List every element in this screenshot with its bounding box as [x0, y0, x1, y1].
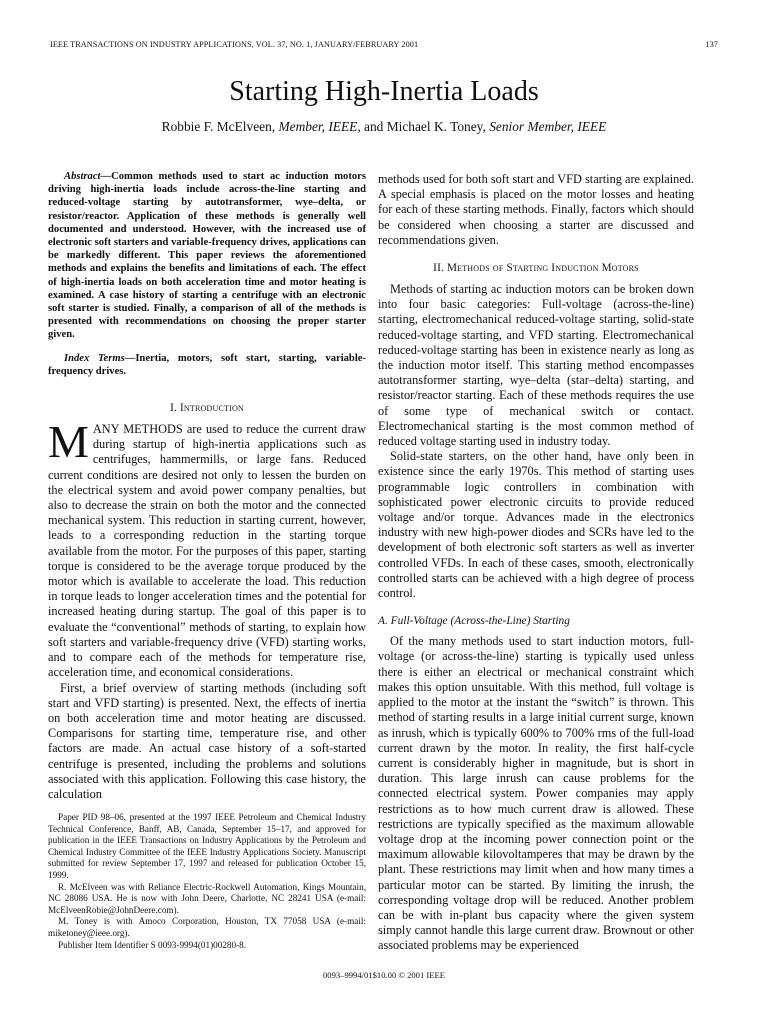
intro-paragraph-2: First, a brief overview of starting methods (including soft start and VFD starting) is presented. Next, the effects of inertia on both acceleration time and motor heating are discussed. Comparisons for starting time, temperature rise, and other factors are made. An actual case history of a soft-started centrifuge is presented, including the problems and solutions associated with this application. Following this case history, the calculation: [48, 680, 366, 801]
abstract-text: —Common methods used to start ac induction motors driving high-inertia loads include across-the-line starting and reduced-voltage starting by autotransformer, wye–delta, or resistor/reactor. Application of these methods is generally well documented and understood. However, with the increased use of electronic soft starters and variable-frequency drives, applications can be markedly different. This paper reviews the aforementioned methods and explains the benefits and limitations of each. The effect of high-inertia loads on both acceleration time and motor heating is examined. A case history of starting a centrifuge with an electronic soft starter is studied. Finally, a comparison of all of the methods is presented with recommendations on choosing the proper starter given.: [48, 171, 366, 341]
right-paragraph-0: methods used for both soft start and VFD starting are explained. A special emphasis is placed on the motor losses and heating for each of these starting methods. Finally, factors which should be considered when choosing a starter are discussed and recommendations given.: [378, 172, 694, 247]
footnotes: [48, 812, 366, 951]
left-column: [48, 170, 366, 802]
section-2-heading: II. Methods of Starting Induction Motors: [433, 262, 639, 275]
footnote-2: R. McElveen was with Reliance Electric-Rockwell Automation, Kings Mountain, NC 28086 USA. He is now with John Deere, Charlotte, NC 28241 USA (e-mail: McElveenRobie@JohnDeere.com).: [48, 881, 366, 915]
intro-lead-words: ANY METHODS: [92, 422, 183, 437]
journal-name: IEEE TRANSACTIONS ON INDUSTRY APPLICATIONS, VOL. 37, NO. 1, JANUARY/FEBRUARY 2001: [50, 40, 419, 49]
author-2-role: Senior Member, IEEE: [489, 119, 607, 134]
footnote-1: Paper PID 98–06, presented at the 1997 IEEE Petroleum and Chemical Industry Technical Conference, Banff, AB, Canada, September 15–17, and approved for publication in the IEEE Transactions on Industry Applications by the Petroleum and Chemical Industry Committee of the IEEE Industry Applications Society. Manuscript submitted for review September 17, 1997 and released for publication October 15, 1999.: [48, 812, 366, 880]
author-line: [0, 119, 768, 135]
author-1: Robbie F. McElveen,: [161, 119, 276, 134]
section-1-heading: I. Introduction: [170, 402, 244, 415]
right-column: [378, 172, 694, 954]
section-2-paragraph-2: Solid-state starters, on the other hand, have only been in existence since the early 1970s. This method of starting uses programmable logic controllers in combination with sophisticated power electronic circuits to provide reduced voltage and/or torque. Advances made in the electronics industry with new high-power diodes and SCRs have led to the development of both electronic soft starters as well as inverter controlled VFDs. In each of these cases, smooth, electronically controlled starts can be achieved with a high degree of process control.: [378, 449, 694, 601]
section-2-paragraph-1: Methods of starting ac induction motors can be broken down into four basic categories: Full-voltage (across-the-line) starting, electromechanical reduced-voltage starting, solid-state reduced-voltage starting, and VFD starting. Electromechanical reduced-voltage starting has been in existence nearly as long as the induction motor itself. This starting method encompasses autotransformer starting, wye–delta (star–delta) starting, and resistor/reactor starting. Each of these methods requires the use of some type of mechanical switch or contact. Electromechanical starting is the most common method of reduced voltage starting used in industry today.: [378, 282, 694, 449]
abstract: [48, 170, 366, 342]
footnote-4: Publisher Item Identifier S 0093-9994(01)00280-8.: [58, 939, 247, 950]
intro-paragraph-1: [48, 416, 367, 680]
paper-title: Starting High-Inertia Loads: [229, 76, 539, 107]
index-terms-lead: Index Terms: [64, 352, 125, 364]
running-head: [50, 40, 718, 49]
drop-cap: M: [48, 416, 89, 468]
abstract-lead: Abstract: [64, 171, 101, 182]
copyright-footer: 0093–9994/01$10.00 © 2001 IEEE: [322, 970, 446, 980]
footnote-3: M. Toney is with Amoco Corporation, Houston, TX 77058 USA (e-mail: miketoney@ieee.org).: [48, 916, 366, 938]
subsection-a-heading: A. Full-Voltage (Across-the-Line) Starting: [378, 615, 570, 628]
author-1-role: Member, IEEE,: [278, 119, 361, 134]
index-terms: [48, 352, 366, 378]
intro-p1-text: are used to reduce the current draw during startup of high-inertia applications such as centrifuges, hammermills, or large fans. Reduced current conditions are desired not only to lessen the burden on the electrical system and avoid power company penalties, but also to decrease the strain on both the motor and the connected mechanical system. This reduction in starting current, however, leads to a corresponding reduction in the starting torque available from the motor. For the purposes of this paper, starting torque is considered to be the average torque produced by the motor which is available to accelerate the load. This reduction in torque leads to longer acceleration times and the potential for increased heating during startup. The goal of this paper is to evaluate the “conventional” methods of starting, to explain how soft starters and variable-frequency drive (VFD) starting works, and to compare each of the methods for temperature rise, acceleration time, and economical considerations.: [48, 422, 367, 680]
index-terms-text: —Inertia, motors, soft start, starting, variable-frequency drives.: [48, 352, 366, 377]
subsection-a-paragraph: Of the many methods used to start induction motors, full-voltage (or across-the-line) starting is typically used unless there is either an electrical or mechanical constraint which makes this option unsuitable. With this method, full voltage is applied to the motor at the instant the “switch” is thrown. This method of starting results in a large initial current surge, known as inrush, which is typically 600% to 700% rms of the full-load current drawn by the motor. In reality, the first half-cycle current is considerably higher in magnitude, but is short in duration. This large inrush can cause problems for the connected electrical system. Power companies may apply restrictions as to how much current draw is allowed. These restrictions are typically specified as the maximum allowable voltage drop at the incoming power connection point or the maximum allowable kilovoltamperes that may be drawn by the plant. These restrictions may limit when and how many times a particular motor can be started. By limiting the inrush, the corresponding voltage drop will be reduced. Another problem can be with in-plant bus capacity where the given system simply cannot handle this large current draw. Brownout or other associated problems may be experienced: [378, 634, 694, 953]
author-conjunction: and Michael K. Toney,: [364, 119, 486, 134]
page-number: 137: [705, 40, 718, 49]
